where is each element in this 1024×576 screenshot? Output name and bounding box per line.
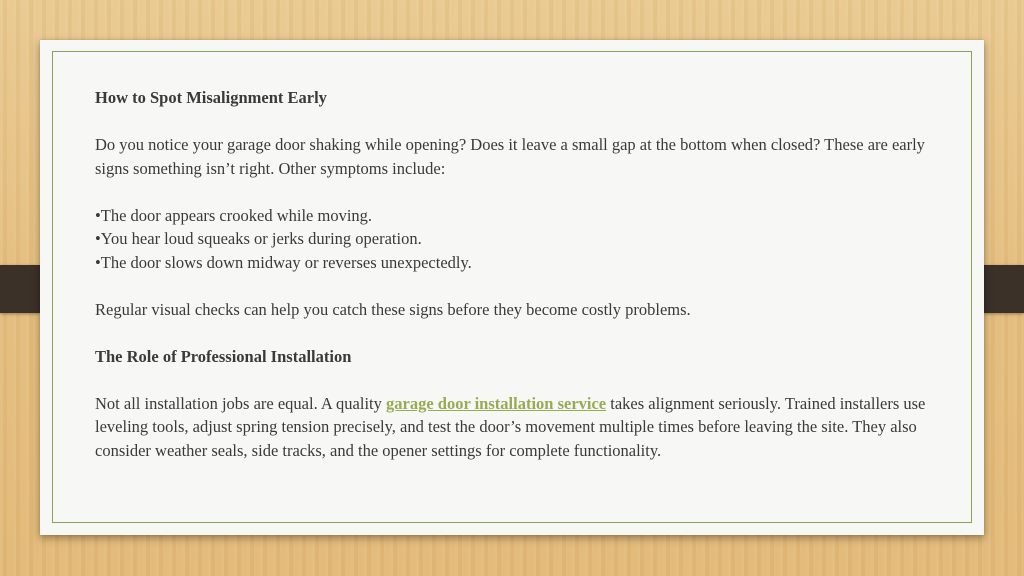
right-tab-decoration — [984, 265, 1024, 313]
slide-content — [95, 86, 935, 462]
installation-service-link[interactable]: garage door installation service — [386, 393, 607, 413]
section-heading-misalignment: How to Spot Misalignment Early — [95, 88, 327, 107]
intro-paragraph: Do you notice your garage door shaking while opening? Does it leave a small gap at the bottom when closed? These are early signs something isn’t right. Other symptoms include: — [95, 135, 925, 178]
bullet-item: •You hear loud squeaks or jerks during operation. — [95, 229, 422, 248]
slide-card — [40, 40, 984, 535]
bullet-item: •The door appears crooked while moving. — [95, 205, 373, 225]
bullet-item: •The door slows down midway or reverses unexpectedly. — [95, 252, 472, 272]
installation-paragraph — [95, 392, 935, 463]
paragraph-text-after-link: takes alignment seriously. Trained installers use leveling tools, adjust spring tension precisely, and test the door’s movement multiple times before leaving the site. They also consider weather seals, side tracks, and the opener settings for complete functionality. — [95, 393, 926, 460]
closing-paragraph: Regular visual checks can help you catch these signs before they become costly problems. — [95, 299, 691, 319]
left-tab-decoration — [0, 265, 40, 313]
section-heading-installation: The Role of Professional Installation — [95, 346, 352, 366]
paragraph-text-before-link: Not all installation jobs are equal. A quality — [95, 393, 386, 413]
